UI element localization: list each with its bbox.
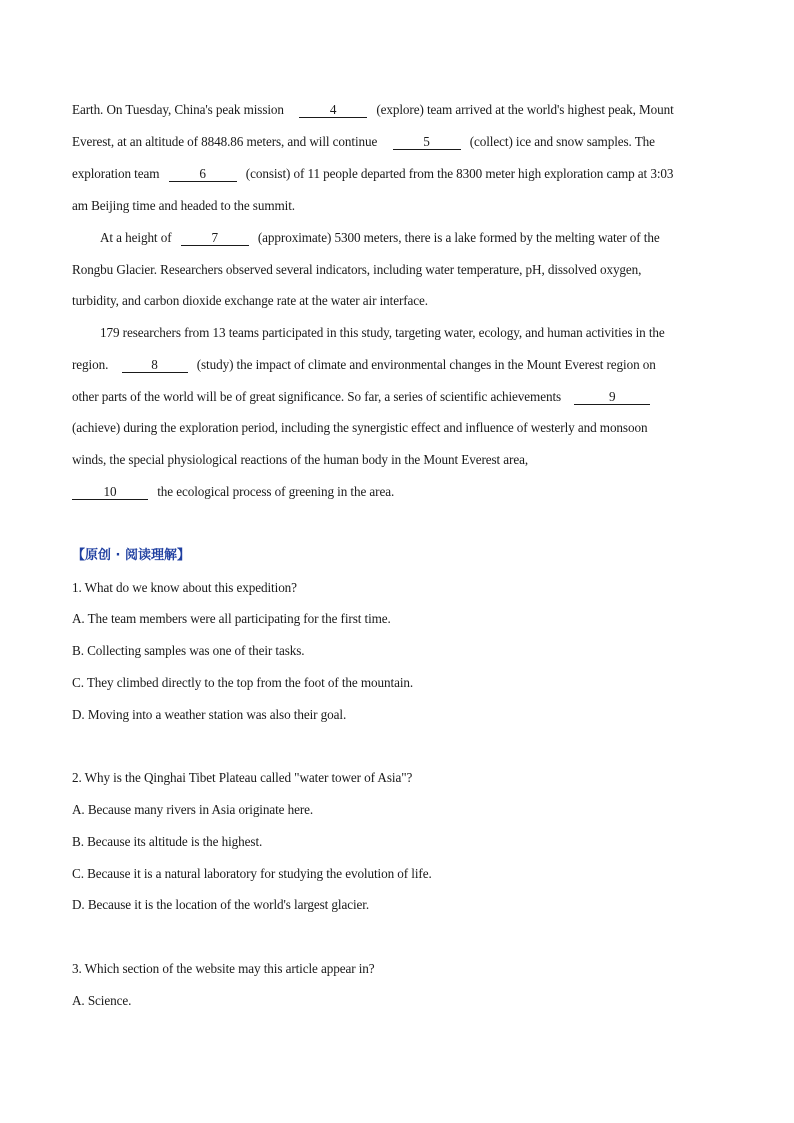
question-stem: 2. Why is the Qinghai Tibet Plateau called "water tower of Asia"?: [72, 770, 413, 785]
passage-text: region.: [72, 357, 109, 372]
blank-8: 8: [122, 358, 188, 373]
passage-text: winds, the special physiological reactions of the human body in the Mount Everest area,: [72, 452, 529, 467]
passage-line: [72, 292, 428, 310]
question-stem: 1. What do we know about this expedition?: [72, 580, 297, 595]
answer-option: B. Because its altitude is the highest.: [72, 834, 263, 849]
answer-option: B. Collecting samples was one of their tasks.: [72, 643, 305, 658]
passage-line: [100, 229, 660, 247]
answer-option: D. Because it is the location of the world's largest glacier.: [72, 897, 370, 912]
passage-text: 179 researchers from 13 teams participated in this study, targeting water, ecology, and human activities in the: [100, 325, 665, 340]
question-stem: 3. Which section of the website may this article appear in?: [72, 961, 375, 976]
passage-text: Everest, at an altitude of 8848.86 meters, and will continue: [72, 134, 378, 149]
passage-text: (explore) team arrived at the world's highest peak, Mount: [376, 102, 674, 117]
passage-text: other parts of the world will be of great significance. So far, a series of scientific achievements: [72, 389, 562, 404]
answer-option: A. The team members were all participating for the first time.: [72, 611, 391, 626]
blank-7: 7: [181, 231, 249, 246]
passage-line: [72, 133, 655, 151]
passage-line: [72, 101, 674, 119]
passage-text: turbidity, and carbon dioxide exchange rate at the water air interface.: [72, 293, 428, 308]
passage-line: [72, 165, 673, 183]
passage-text: (collect) ice and snow samples. The: [469, 134, 655, 149]
passage-line: [72, 261, 641, 279]
passage-text: Earth. On Tuesday, China's peak mission: [72, 102, 284, 117]
blank-6: 6: [169, 167, 237, 182]
answer-option: C. Because it is a natural laboratory for studying the evolution of life.: [72, 866, 432, 881]
passage-text: am Beijing time and headed to the summit.: [72, 198, 295, 213]
blank-5: 5: [393, 135, 461, 150]
passage-line: [72, 483, 394, 501]
answer-option: C. They climbed directly to the top from the foot of the mountain.: [72, 675, 414, 690]
answer-option: A. Because many rivers in Asia originate here.: [72, 802, 314, 817]
passage-text: (study) the impact of climate and environmental changes in the Mount Everest region on: [196, 357, 656, 372]
blank-9: 9: [574, 390, 650, 405]
passage-line: [100, 324, 665, 342]
passage-text: (achieve) during the exploration period, including the synergistic effect and influence of westerly and monsoon: [72, 420, 648, 435]
passage-line: [72, 197, 295, 215]
answer-option: A. Science.: [72, 993, 132, 1008]
passage-line: [72, 356, 656, 374]
section-title: 【原创 · 阅读理解】: [72, 548, 190, 563]
blank-4: 4: [299, 103, 367, 118]
passage-text: (approximate) 5300 meters, there is a lake formed by the melting water of the: [257, 230, 660, 245]
answer-option: D. Moving into a weather station was also their goal.: [72, 707, 347, 722]
passage-line: [72, 419, 647, 437]
passage-text: exploration team: [72, 166, 160, 181]
blank-10: 10: [72, 485, 148, 500]
passage-line: [72, 451, 528, 469]
passage-text: (consist) of 11 people departed from the 8300 meter high exploration camp at 3:03: [245, 166, 674, 181]
passage-text: the ecological process of greening in the area.: [157, 484, 395, 499]
passage-text: At a height of: [100, 230, 172, 245]
passage-text: Rongbu Glacier. Researchers observed several indicators, including water temperature, pH, dissolved oxygen,: [72, 262, 642, 277]
passage-line: [72, 388, 652, 406]
